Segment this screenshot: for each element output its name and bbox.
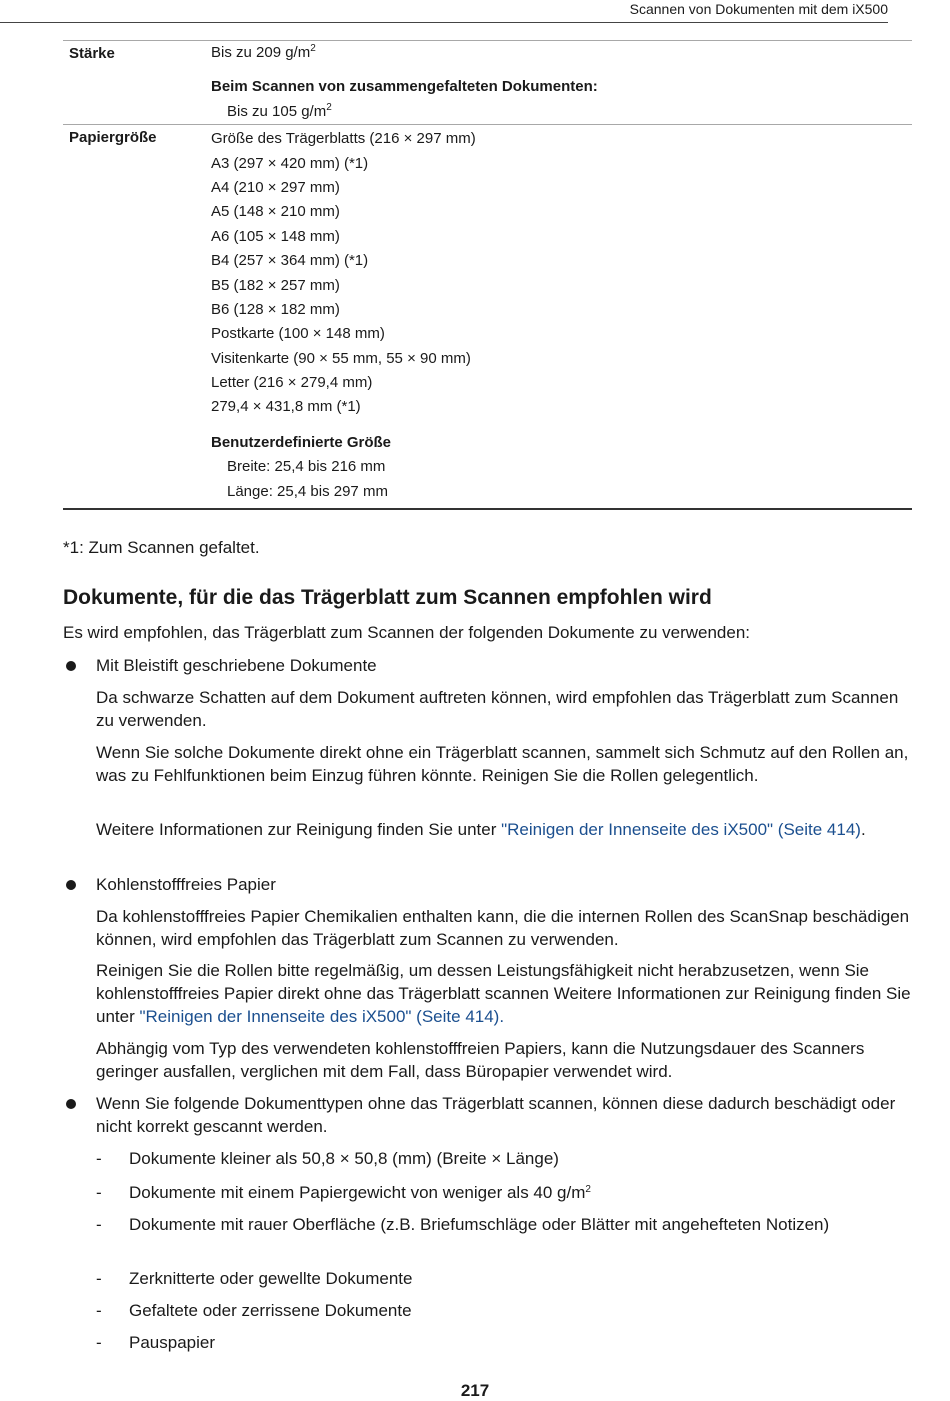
dash-marker: -: [96, 1269, 102, 1288]
spec-line: Breite: 25,4 bis 216 mm: [227, 458, 386, 476]
dash-item-text: Zerknitterte oder gewellte Dokumente: [129, 1269, 413, 1288]
dash-marker: -: [96, 1149, 102, 1168]
spec-label: Papiergröße: [69, 129, 157, 147]
dash-item-text: Gefaltete oder zerrissene Dokumente: [129, 1301, 412, 1320]
spec-label: Stärke: [69, 45, 115, 62]
bullet-title: Mit Bleistift geschriebene Dokumente: [96, 656, 377, 675]
paragraph-text: Reinigen Sie die Rollen bitte regelmäßig, um dessen Leistungsfähigkeit nicht herabzusetzen, wenn Sie kohlenstofffreies Papier direkt ohne das Trägerblatt scannen Weitere Informationen zur Reinigung finden Sie unter: [96, 961, 911, 1026]
spec-line: B6 (128 × 182 mm): [211, 300, 340, 318]
paragraph: [96, 959, 914, 1028]
dash-item-text-main: Dokumente mit einem Papiergewicht von weniger als 40 g/m: [129, 1183, 586, 1202]
dash-item-text: [129, 1181, 914, 1204]
dash-marker: -: [96, 1183, 102, 1202]
paragraph-text: Weitere Informationen zur Reinigung finden Sie unter: [96, 820, 502, 839]
spec-table: [63, 40, 912, 510]
spec-line: B5 (182 × 257 mm): [211, 276, 340, 294]
bullet-dot-icon: [66, 661, 76, 671]
spec-line: [211, 41, 912, 65]
footnote: *1: Zum Scannen gefaltet.: [63, 538, 260, 557]
spec-line: Postkarte (100 × 148 mm): [211, 325, 385, 343]
bullet-title: Kohlenstofffreies Papier: [96, 875, 276, 894]
paragraph: Da schwarze Schatten auf dem Dokument auftreten können, wird empfohlen das Trägerblatt zum Scannen zu verwenden.: [96, 688, 899, 730]
spec-line: Visitenkarte (90 × 55 mm, 55 × 90 mm): [211, 349, 471, 367]
dash-item-text: Pauspapier: [129, 1333, 216, 1352]
running-header-title: Scannen von Dokumenten mit dem iX500: [629, 1, 888, 17]
spec-line: B4 (257 × 364 mm) (*1): [211, 252, 369, 270]
spec-line: A3 (297 × 420 mm) (*1): [211, 154, 369, 172]
cross-reference-link[interactable]: "Reinigen der Innenseite des iX500" (Seite 414): [501, 820, 861, 839]
section-intro: Es wird empfohlen, das Trägerblatt zum Scannen der folgenden Dokumente zu verwenden:: [63, 623, 751, 642]
dash-marker: -: [96, 1333, 102, 1352]
cross-reference-link[interactable]: "Reinigen der Innenseite des iX500" (Seite 414).: [139, 1007, 505, 1026]
spec-row-staerke: [63, 40, 912, 125]
paragraph: Da kohlenstofffreies Papier Chemikalien enthalten kann, die die internen Rollen des ScanSnap beschädigen können, wird empfohlen das Trägerblatt zum Scannen zu verwenden.: [96, 907, 910, 949]
dash-item-text: Dokumente kleiner als 50,8 × 50,8 (mm) (Breite × Länge): [129, 1149, 559, 1168]
spec-line: Letter (216 × 279,4 mm): [211, 374, 373, 392]
dash-item-text: Dokumente mit rauer Oberfläche (z.B. Briefumschläge oder Blätter mit angehefteten Notizen): [129, 1215, 830, 1234]
superscript: 2: [310, 43, 316, 54]
section-heading: Dokumente, für die das Trägerblatt zum Scannen empfohlen wird: [63, 586, 712, 609]
bullet-dot-icon: [66, 1099, 76, 1109]
superscript: 2: [585, 1184, 591, 1195]
spec-line: A4 (210 × 297 mm): [211, 178, 340, 196]
paragraph: [96, 818, 914, 841]
spec-line: 279,4 × 431,8 mm (*1): [211, 398, 361, 416]
spec-row-papiergroesse: [63, 125, 912, 510]
spec-text: Bis zu 105 g/m: [227, 102, 327, 120]
spec-values: [211, 125, 912, 508]
bullet-title: Wenn Sie folgende Dokumenttypen ohne das Trägerblatt scannen, können diese dadurch beschädigt oder nicht korrekt gescannt werden.: [96, 1094, 896, 1136]
spec-line: [211, 100, 912, 124]
spec-values: [211, 41, 912, 124]
dash-marker: -: [96, 1301, 102, 1320]
running-header: [0, 0, 888, 23]
spec-line: Beim Scannen von zusammengefalteten Dokumenten:: [211, 78, 598, 96]
paragraph-text: .: [860, 820, 866, 839]
dash-marker: -: [96, 1215, 102, 1234]
spec-line: Länge: 25,4 bis 297 mm: [227, 482, 388, 500]
superscript: 2: [326, 101, 332, 113]
spec-text: Bis zu 209 g/m: [211, 44, 311, 61]
spec-line: A5 (148 × 210 mm): [211, 203, 340, 221]
page-number: 217: [460, 1381, 490, 1400]
bullet-dot-icon: [66, 880, 76, 890]
spec-line: Größe des Trägerblatts (216 × 297 mm): [211, 130, 476, 148]
paragraph: Wenn Sie solche Dokumente direkt ohne ein Trägerblatt scannen, sammelt sich Schmutz auf den Rollen an, was zu Fehlfunktionen beim Einzug führen könnte. Reinigen Sie die Rollen gelegentlich.: [96, 743, 909, 785]
spec-line: A6 (105 × 148 mm): [211, 227, 340, 245]
spec-line: Benutzerdefinierte Größe: [211, 433, 392, 451]
paragraph: Abhängig vom Typ des verwendeten kohlenstofffreien Papiers, kann die Nutzungsdauer des Scanners geringer ausfallen, verglichen mit dem Fall, dass Büropapier verwendet wird.: [96, 1039, 865, 1081]
